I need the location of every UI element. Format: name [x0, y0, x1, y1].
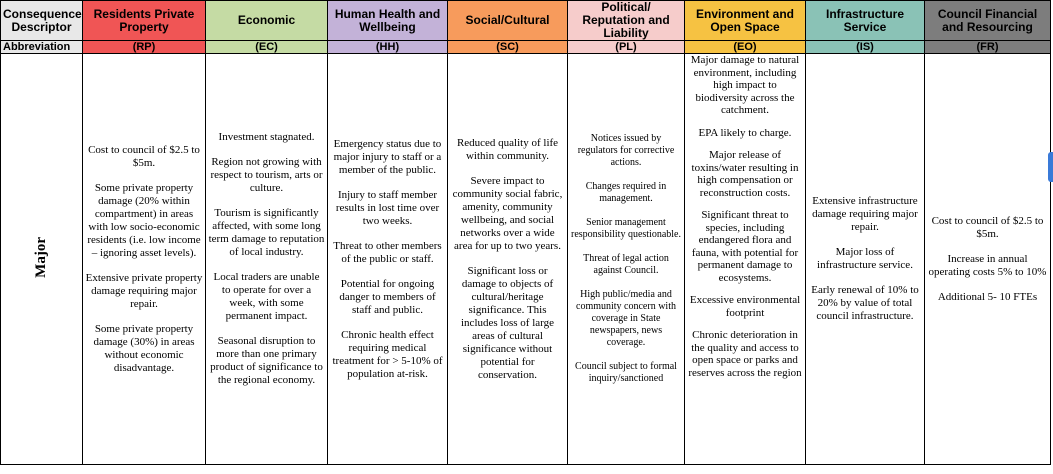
abbr-is: (IS)	[806, 41, 925, 54]
abbreviation-label: Abbreviation	[1, 41, 83, 54]
abbreviation-row	[1, 41, 1051, 54]
cell-text: Extensive infrastructure damage requiring major repair.	[812, 195, 918, 233]
cell-text: Potential for ongoing danger to members of staff and public.	[339, 277, 436, 316]
cell-text: Injury to staff member results in lost time over two weeks.	[335, 188, 440, 227]
abbr-hh: (HH)	[328, 41, 448, 54]
cell-text: Changes required in management.	[585, 181, 667, 204]
descriptor-header: Consequence Descriptor	[1, 1, 83, 41]
abbr-pl: (PL)	[568, 41, 685, 54]
row-label-cell	[1, 54, 83, 465]
cell-text: Seasonal disruption to more than one primary product of significance to the regional economy.	[210, 335, 323, 386]
cell-text: Senior management responsibility questionable.	[571, 217, 681, 240]
abbr-eo: (EO)	[685, 41, 806, 54]
header-hh: Human Health and Wellbeing	[328, 1, 448, 41]
cell-text: Reduced quality of life within community.	[456, 136, 559, 162]
cell-text: Significant threat to species, including endangered flora and fauna, with potential for permanent damage to ecosystems.	[691, 209, 799, 284]
header-ec: Economic	[206, 1, 328, 41]
cell-text: Investment stagnated.	[218, 131, 315, 143]
cell-text: Major release of toxins/water resulting in high compensation or reconstruction costs.	[691, 149, 799, 199]
cell-text: Major loss of infrastructure service.	[817, 246, 913, 271]
cell-text: Threat to other members of the public or staff.	[333, 239, 442, 265]
cell-ec	[206, 54, 328, 465]
header-pl: Political/ Reputation and Liability	[568, 1, 685, 41]
cell-text: Cost to council of $2.5 to $5m.	[931, 214, 1044, 240]
header-eo: Environment and Open Space	[685, 1, 806, 41]
cell-text: Severe impact to community social fabric, amenity, community wellbeing, and social networks over a wide area for up to two years.	[452, 174, 563, 252]
cell-eo	[685, 54, 806, 465]
abbr-ec: (EC)	[206, 41, 328, 54]
cell-sc	[448, 54, 568, 465]
cell-hh	[328, 54, 448, 465]
cell-text: Emergency status due to major injury to staff or a member of the public.	[333, 137, 442, 176]
header-row	[1, 1, 1051, 41]
cell-text: Early renewal of 10% to 20% by value of total council infrastructure.	[811, 284, 919, 322]
cell-text: Tourism is significantly affected, with some long term damage to reputation of local industry.	[208, 207, 325, 258]
cell-text: Increase in annual operating costs 5% to 10%	[928, 252, 1047, 278]
cell-pl	[568, 54, 685, 465]
cell-text: Major damage to natural environment, including high impact to biodiversity across the catchment.	[690, 54, 800, 116]
row-label: Major	[33, 236, 49, 278]
abbr-rp: (RP)	[83, 41, 206, 54]
cell-text: Local traders are unable to operate for over a week, with some permanent impact.	[213, 271, 320, 322]
abbr-sc: (SC)	[448, 41, 568, 54]
header-rp: Residents Private Property	[83, 1, 206, 41]
abbr-fr: (FR)	[925, 41, 1051, 54]
cell-text: Significant loss or damage to objects of cultural/heritage significance. This includes loss of large areas of cultural significance without potential for conservation.	[461, 264, 554, 381]
cell-text: Extensive private property damage requiring major repair.	[85, 271, 203, 310]
cell-text: EPA likely to charge.	[698, 126, 792, 139]
cell-text: Threat of legal action against Council.	[583, 253, 669, 276]
cell-text: Some private property damage (30%) in areas without economic disadvantage.	[93, 322, 195, 374]
cell-text: Notices issued by regulators for corrective actions.	[577, 133, 675, 168]
cell-text: Council subject to formal inquiry/sanctioned	[575, 361, 677, 384]
major-row	[1, 54, 1051, 465]
cell-text: Some private property damage (20% within compartment) in areas with low socio-economic residents (i.e. low income – ignoring asset levels).	[87, 181, 201, 259]
cell-text: Cost to council of $2.5 to $5m.	[88, 143, 200, 169]
cell-rp	[83, 54, 206, 465]
header-fr: Council Financial and Resourcing	[925, 1, 1051, 41]
header-sc: Social/Cultural	[448, 1, 568, 41]
scroll-edge-indicator	[1048, 152, 1053, 182]
cell-text: Chronic deterioration in the quality and access to open space or parks and reserves across the region	[688, 329, 802, 379]
cell-text: Additional 5- 10 FTEs	[937, 290, 1038, 303]
cell-text: Region not growing with respect to tourism, arts or culture.	[210, 156, 323, 194]
cell-text: High public/media and community concern with coverage in State newspapers, news coverage.	[576, 289, 676, 348]
header-is: Infrastructure Service	[806, 1, 925, 41]
cell-fr	[925, 54, 1051, 465]
cell-is	[806, 54, 925, 465]
cell-text: Chronic health effect requiring medical treatment for > 5-10% of population at-risk.	[332, 328, 443, 380]
cell-text: Excessive environmental footprint	[689, 294, 801, 319]
